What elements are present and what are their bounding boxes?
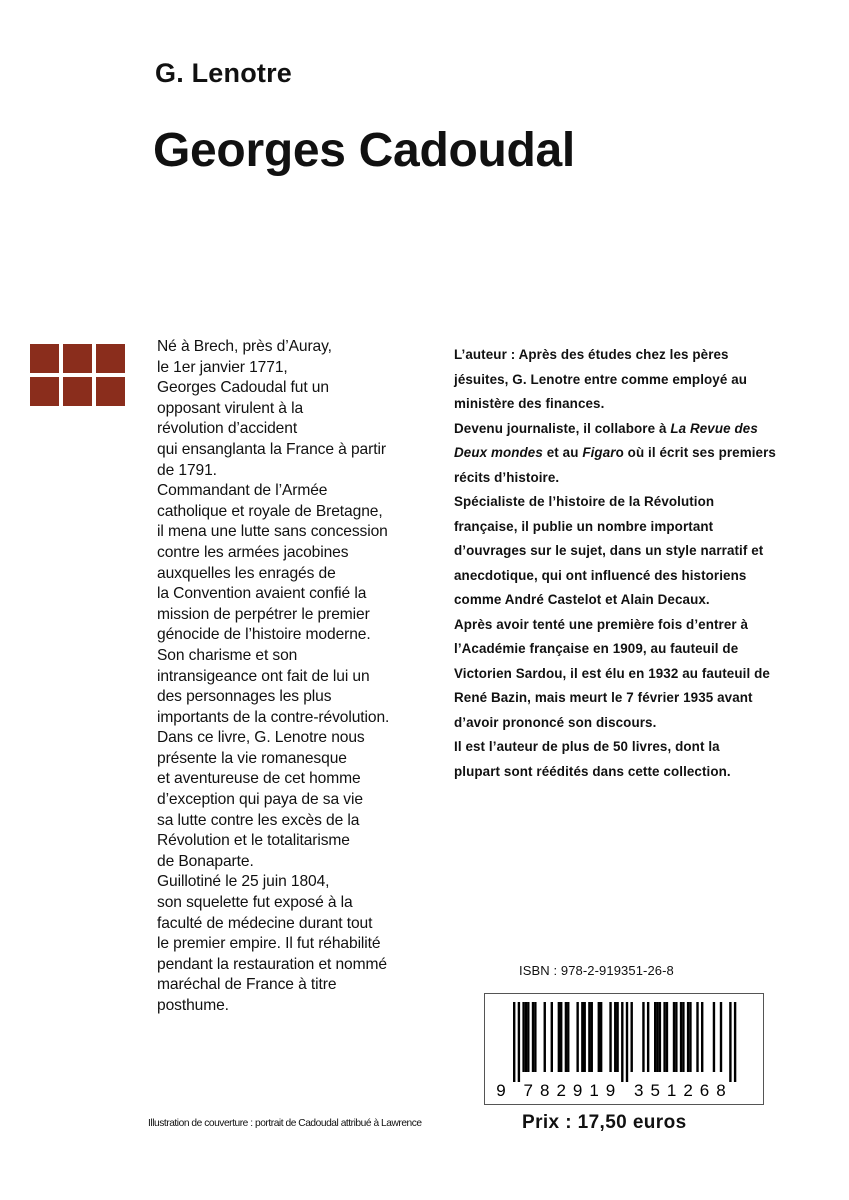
summary-line: il mena une lutte sans concession: [157, 523, 388, 541]
barcode-bar: [584, 1002, 586, 1072]
summary-line: d’exception qui paya de sa vie: [157, 791, 363, 809]
barcode-digit: 3: [633, 1081, 644, 1100]
summary-line: la Convention avaient confié la: [157, 585, 367, 603]
summary-paragraph: [157, 872, 417, 1016]
summary-line: maréchal de France à titre: [157, 976, 337, 994]
summary-line: contre les armées jacobines: [157, 543, 349, 561]
barcode-bar: [534, 1002, 536, 1072]
summary-line: Dans ce livre, G. Lenotre nous: [157, 729, 365, 747]
summary-line: sa lutte contre les excès de la: [157, 811, 360, 829]
summary-line: le premier empire. Il fut réhabilité: [157, 935, 381, 953]
summary-line: des personnages les plus: [157, 688, 332, 706]
summary-line: génocide de l’histoire moderne.: [157, 626, 371, 644]
summary-line: qui ensanglanta la France à partir: [157, 440, 386, 458]
summary-line: présente la vie romanesque: [157, 749, 347, 767]
barcode-bar: [696, 1002, 698, 1072]
logo-square: [96, 377, 125, 406]
barcode-bar: [551, 1002, 553, 1072]
barcode-bar: [689, 1002, 691, 1072]
isbn-label: ISBN : 978-2-919351-26-8: [519, 963, 674, 978]
summary-line: Révolution et le totalitarisme: [157, 832, 350, 850]
barcode-bar: [591, 1002, 593, 1072]
barcode-bar: [626, 1002, 628, 1082]
barcode-bar: [682, 1002, 684, 1072]
barcode-bar: [567, 1002, 569, 1072]
summary-line: intransigeance ont fait de lui un: [157, 667, 370, 685]
barcode-bar: [527, 1002, 529, 1072]
author-name: G. Lenotre: [155, 58, 293, 88]
figaro-title: Figar: [582, 445, 616, 460]
logo-square: [96, 344, 125, 373]
barcode-bar: [701, 1002, 703, 1072]
summary-line: et aventureuse de cet homme: [157, 770, 361, 788]
barcode-bar: [666, 1002, 668, 1072]
barcode-bar: [647, 1002, 649, 1072]
barcode-digit: 1: [666, 1081, 677, 1100]
barcode-bar: [609, 1002, 611, 1072]
barcode-bar: [518, 1002, 520, 1082]
summary-line: faculté de médecine durant tout: [157, 914, 373, 932]
summary-line: pendant la restauration et nommé: [157, 955, 387, 973]
summary-paragraph: [157, 646, 417, 728]
summary-line: catholique et royale de Bretagne,: [157, 502, 383, 520]
bio-academie: Après avoir tenté une première fois d’entrer à l’Académie française en 1909, au fauteuil de Victorien Sardou, il est élu en 1932 au fauteuil de René Bazin, mais meurt le 7 février 1935 avant d’avoir prononcé son discours.: [454, 616, 770, 730]
barcode-digit: 8: [716, 1081, 726, 1100]
barcode-bar: [600, 1002, 602, 1072]
barcode: [484, 993, 764, 1105]
barcode-bar: [513, 1002, 515, 1082]
barcode-bar: [729, 1002, 731, 1082]
barcode-digit: 8: [539, 1081, 550, 1100]
barcode-digit: 2: [683, 1081, 693, 1100]
bio-journalist: Devenu journaliste, il collabore à La Revue des Deux mondes et au Figaro où il écrit ses premiers récits d’histoire.: [454, 420, 776, 485]
summary-line: Georges Cadoudal fut un: [157, 379, 329, 397]
barcode-digit: 2: [556, 1081, 566, 1100]
logo-square: [30, 344, 59, 373]
bio-intro: L’auteur : Après des études chez les pères jésuites, G. Lenotre entre comme employé au ministère des finances.: [454, 347, 748, 411]
summary-line: posthume.: [157, 997, 229, 1014]
price-label: Prix : 17,50 euros: [522, 1112, 687, 1133]
summary-line: Son charisme et son: [157, 646, 298, 664]
summary-line: de 1791.: [157, 461, 217, 479]
barcode-bar: [654, 1002, 656, 1072]
barcode-bar: [576, 1002, 578, 1072]
logo-square: [30, 377, 59, 406]
barcode-bar: [656, 1002, 658, 1072]
author-biography: [454, 343, 794, 784]
bio-books: Il est l’auteur de plus de 50 livres, dont la plupart sont réédités dans cette collection.: [454, 739, 731, 779]
book-summary: [157, 337, 417, 1017]
barcode-bar: [522, 1002, 524, 1072]
summary-paragraph: [157, 728, 417, 872]
barcode-bar: [675, 1002, 677, 1072]
barcode-bar: [598, 1002, 600, 1072]
barcode-bar: [663, 1002, 665, 1072]
barcode-digit: 9: [496, 1081, 506, 1100]
barcode-digit: 6: [699, 1081, 710, 1100]
barcode-bar: [544, 1002, 546, 1072]
summary-paragraph: [157, 337, 417, 481]
barcode-bar: [734, 1002, 736, 1082]
summary-line: Commandant de l’Armée: [157, 482, 328, 500]
barcode-bar: [614, 1002, 616, 1072]
barcode-digit: 7: [523, 1081, 534, 1100]
barcode-bar: [616, 1002, 618, 1072]
summary-line: révolution d’accident: [157, 420, 298, 438]
barcode-bar: [687, 1002, 689, 1072]
barcode-digit: 9: [605, 1081, 616, 1100]
bio-specialist: Spécialiste de l’histoire de la Révolution française, il publie un nombre important d’ouvrages sur le sujet, dans un style narratif et anecdotique, qui ont influencé des historiens comme André Castelot et Alain Decaux.: [454, 494, 764, 607]
summary-line: Né à Brech, près d’Auray,: [157, 338, 332, 355]
barcode-digit: 5: [650, 1081, 660, 1100]
barcode-digit: 9: [572, 1081, 583, 1100]
summary-line: le 1er janvier 1771,: [157, 358, 288, 376]
summary-line: Guillotiné le 25 juin 1804,: [157, 873, 330, 891]
barcode-bar: [558, 1002, 560, 1072]
barcode-bar: [565, 1002, 567, 1072]
barcode-bar: [588, 1002, 590, 1072]
barcode-bar: [642, 1002, 644, 1072]
logo-square: [63, 344, 92, 373]
summary-line: auxquelles les enragés de: [157, 564, 336, 582]
summary-line: mission de perpétrer le premier: [157, 605, 370, 623]
barcode-bar: [525, 1002, 527, 1072]
barcode-bar: [680, 1002, 682, 1072]
barcode-image: [485, 994, 763, 1104]
summary-line: importants de la contre-révolution.: [157, 708, 390, 726]
barcode-bar: [713, 1002, 715, 1072]
barcode-digit: 1: [589, 1081, 599, 1100]
publisher-logo: [30, 344, 126, 407]
cover-illustration-credit: Illustration de couverture : portrait de Cadoudal attribué à Lawrence: [148, 1118, 422, 1129]
book-title: Georges Cadoudal: [153, 124, 575, 177]
barcode-bar: [560, 1002, 562, 1072]
summary-line: de Bonaparte.: [157, 852, 254, 870]
barcode-bar: [631, 1002, 633, 1072]
barcode-bar: [532, 1002, 534, 1072]
barcode-bar: [720, 1002, 722, 1072]
barcode-bar: [581, 1002, 583, 1072]
barcode-bar: [673, 1002, 675, 1072]
summary-paragraph: [157, 481, 417, 646]
barcode-bar: [621, 1002, 623, 1082]
revue-title: La Revue des Deux mondes: [454, 420, 758, 460]
barcode-bar: [659, 1002, 661, 1072]
logo-square: [63, 377, 92, 406]
summary-line: son squelette fut exposé à la: [157, 894, 353, 912]
summary-line: opposant virulent à la: [157, 399, 304, 417]
